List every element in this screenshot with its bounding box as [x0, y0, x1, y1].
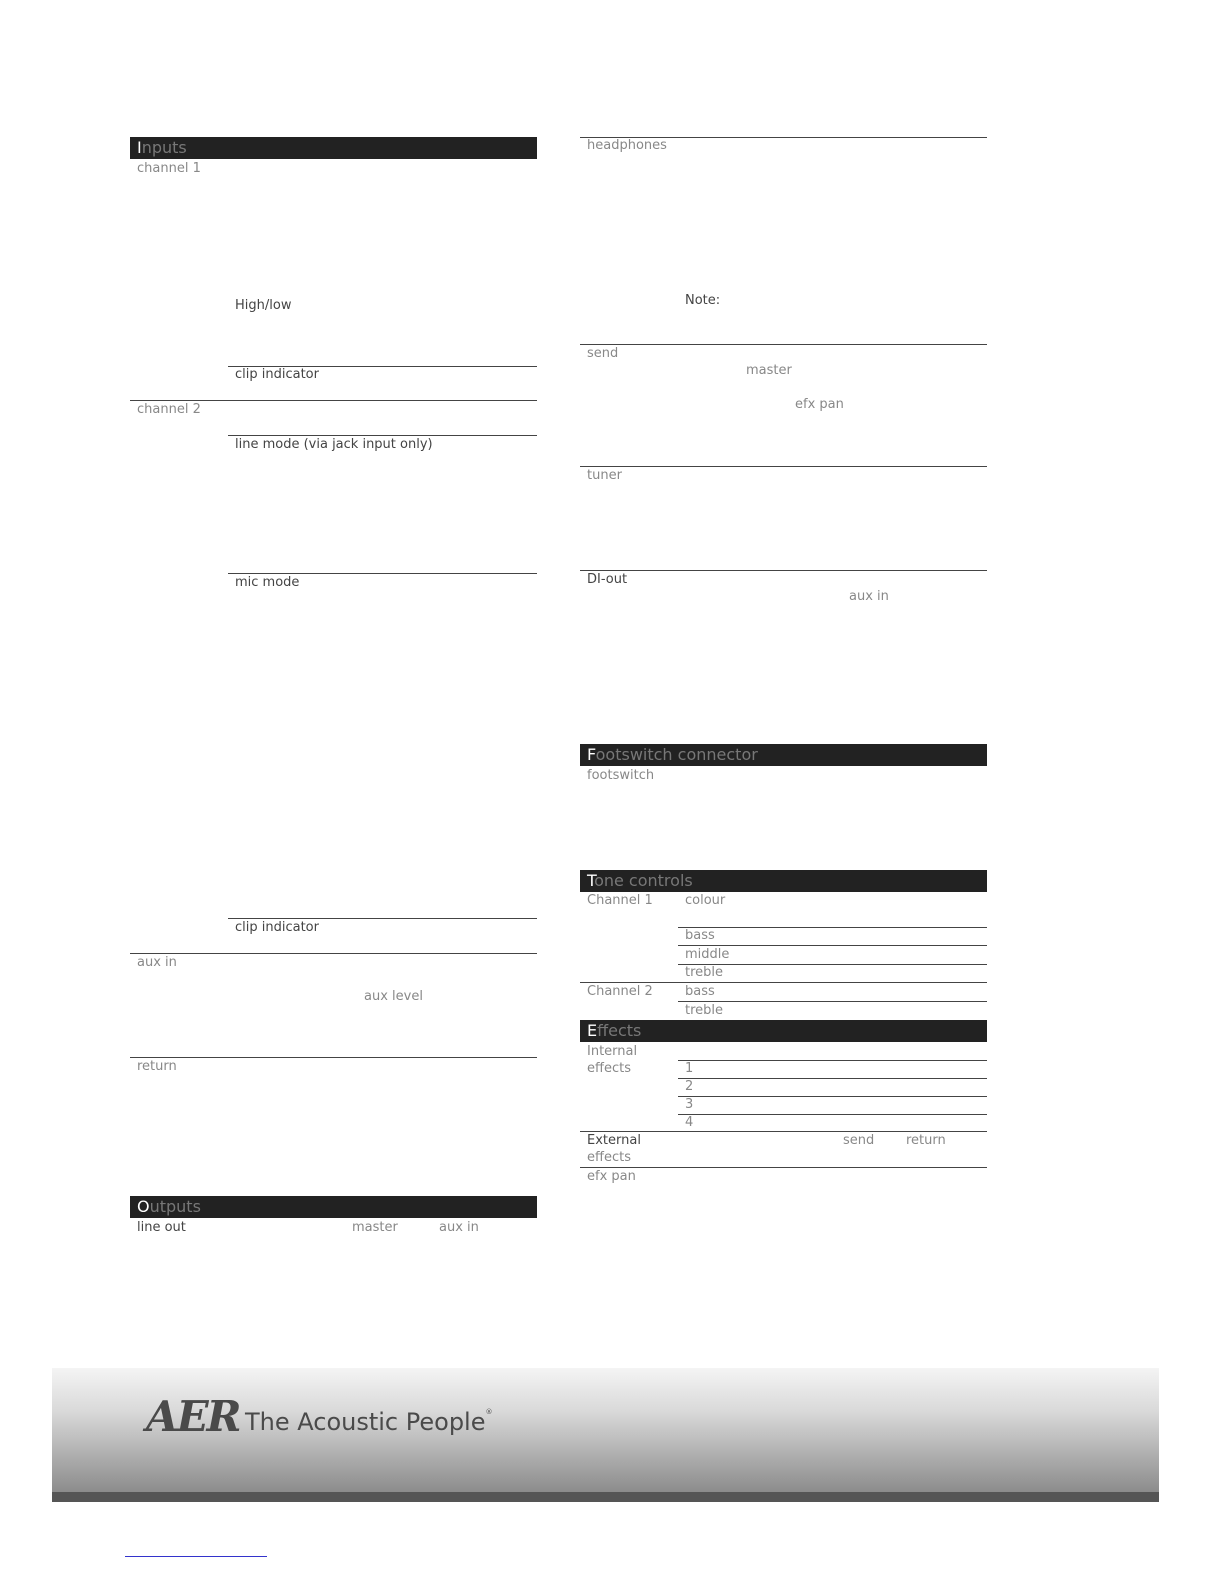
- link-underline[interactable]: [125, 1556, 267, 1557]
- effect-3-label: 3: [685, 1097, 694, 1112]
- channel2-label: channel 2: [137, 402, 201, 417]
- headphones-label: headphones: [587, 138, 667, 153]
- external-effects-label: External: [587, 1133, 641, 1148]
- footswitch-label: footswitch: [587, 768, 655, 783]
- divider: [678, 1078, 987, 1079]
- note-label: Note:: [685, 293, 721, 308]
- divider: [130, 953, 537, 954]
- effect-4-label: 4: [685, 1115, 694, 1130]
- divider: [580, 1167, 987, 1168]
- divider: [130, 400, 537, 401]
- header-rest: ootswitch connector: [595, 745, 758, 764]
- external-effects-label-2: effects: [587, 1150, 631, 1165]
- header-rest: one controls: [594, 871, 693, 890]
- treble2-label: treble: [685, 1003, 724, 1018]
- header-initial: I: [137, 138, 142, 157]
- effect-2-label: 2: [685, 1079, 694, 1094]
- send-label: send: [587, 346, 619, 361]
- effect-1-label: 1: [685, 1061, 694, 1076]
- send-master-label: master: [746, 363, 792, 378]
- external-send-label: send: [843, 1133, 875, 1148]
- header-rest: nputs: [141, 138, 187, 157]
- header-initial: F: [587, 745, 596, 764]
- divider: [228, 435, 537, 436]
- divider: [678, 964, 987, 965]
- divider: [678, 1114, 987, 1115]
- internal-effects-label-2: effects: [587, 1061, 631, 1076]
- header-initial: T: [587, 871, 595, 890]
- divider: [678, 945, 987, 946]
- line-out-label: line out: [137, 1220, 186, 1235]
- divider: [678, 1001, 987, 1002]
- divider: [580, 344, 987, 345]
- divider: [580, 982, 987, 983]
- aux-in-label: aux in: [137, 955, 177, 970]
- section-header-tone-controls: [580, 870, 987, 892]
- divider: [228, 918, 537, 919]
- mic-mode-label: mic mode: [235, 575, 300, 590]
- di-out-label: DI-out: [587, 572, 628, 587]
- channel1-label: channel 1: [137, 161, 201, 176]
- divider: [228, 573, 537, 574]
- divider: [130, 1057, 537, 1058]
- header-rest: ffects: [597, 1021, 642, 1040]
- efx-pan-label: efx pan: [795, 397, 844, 412]
- header-initial: E: [587, 1021, 598, 1040]
- aux-level-label: aux level: [364, 989, 423, 1004]
- divider: [580, 570, 987, 571]
- bass2-label: bass: [685, 984, 715, 999]
- section-header-footswitch: [580, 744, 987, 766]
- tone-channel1-label: Channel 1: [587, 893, 653, 908]
- efx-pan-effects-label: efx pan: [587, 1169, 636, 1184]
- line-out-aux-in-label: aux in: [439, 1220, 479, 1235]
- section-header-inputs: [130, 137, 537, 159]
- registered-mark: ®: [485, 1408, 493, 1416]
- tone-channel2-label: Channel 2: [587, 984, 653, 999]
- high-low-label: High/low: [235, 298, 292, 313]
- section-header-effects: [580, 1020, 987, 1042]
- header-initial: O: [137, 1197, 150, 1216]
- footer-bar: [52, 1492, 1159, 1502]
- tagline: [245, 1408, 493, 1436]
- header-rest: utputs: [149, 1197, 201, 1216]
- middle-label: middle: [685, 947, 730, 962]
- aer-logo: AER: [146, 1392, 240, 1441]
- divider: [580, 1131, 987, 1132]
- internal-effects-label: Internal: [587, 1044, 638, 1059]
- divider: [678, 927, 987, 928]
- treble1-label: treble: [685, 965, 724, 980]
- colour-label: colour: [685, 893, 726, 908]
- di-aux-in-label: aux in: [849, 589, 889, 604]
- divider: [678, 1096, 987, 1097]
- section-header-outputs: [130, 1196, 537, 1218]
- line-mode-label: line mode (via jack input only): [235, 437, 433, 452]
- tuner-label: tuner: [587, 468, 622, 483]
- clip-indicator-label-1: clip indicator: [235, 367, 319, 382]
- return-label: return: [137, 1059, 177, 1074]
- bass1-label: bass: [685, 928, 715, 943]
- line-out-master-label: master: [352, 1220, 398, 1235]
- external-return-label: return: [906, 1133, 946, 1148]
- divider: [678, 1060, 987, 1061]
- clip-indicator-label-2: clip indicator: [235, 920, 319, 935]
- divider: [580, 466, 987, 467]
- tagline-text: The Acoustic People: [245, 1408, 486, 1436]
